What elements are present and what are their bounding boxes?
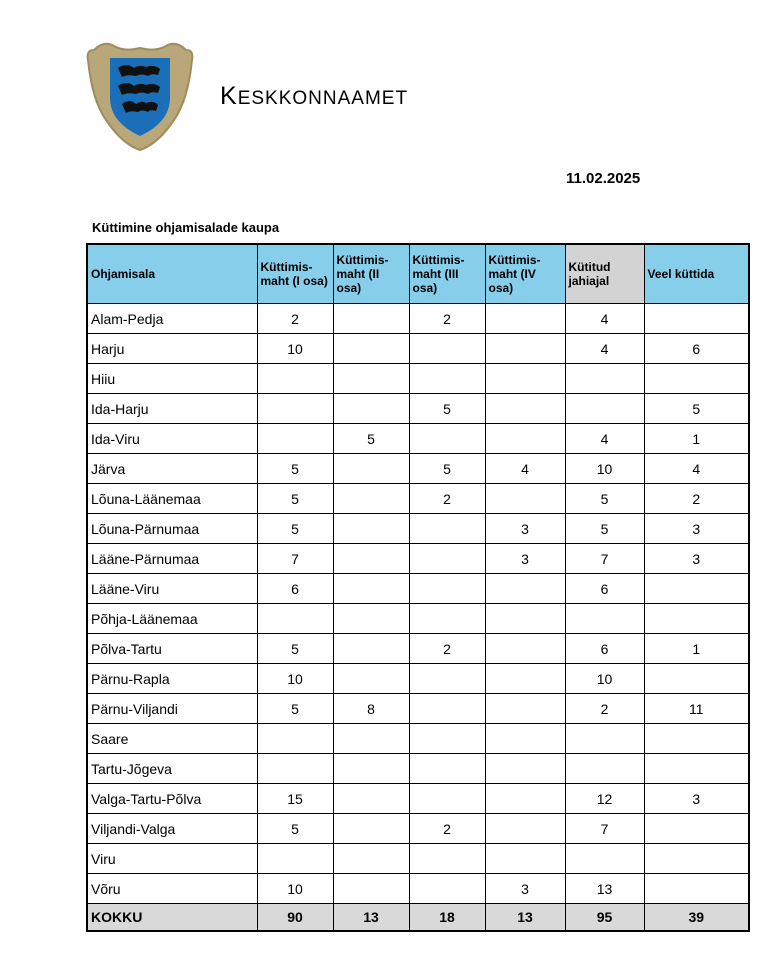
table-row bbox=[87, 664, 749, 694]
table-cell-hunted: 7 bbox=[565, 814, 644, 844]
table-cell-part-4 bbox=[485, 394, 565, 424]
table-cell-part-3 bbox=[409, 664, 485, 694]
total-cell-hunted: 95 bbox=[565, 904, 644, 932]
table-cell-area: Lõuna-Pärnumaa bbox=[87, 514, 257, 544]
table-cell-part-1: 7 bbox=[257, 544, 333, 574]
column-header-hunted: Kütitud jahiajal bbox=[565, 244, 644, 304]
total-cell-area: KOKKU bbox=[87, 904, 257, 932]
table-cell-area: Lõuna-Läänemaa bbox=[87, 484, 257, 514]
table-cell-remaining bbox=[644, 364, 749, 394]
table-cell-hunted: 10 bbox=[565, 664, 644, 694]
table-cell-part-2 bbox=[333, 394, 409, 424]
table-cell-part-2 bbox=[333, 634, 409, 664]
table-cell-part-2: 8 bbox=[333, 694, 409, 724]
table-cell-part-4 bbox=[485, 364, 565, 394]
table-cell-part-1: 10 bbox=[257, 334, 333, 364]
table-cell-part-2 bbox=[333, 844, 409, 874]
table-cell-hunted: 12 bbox=[565, 784, 644, 814]
table-cell-area: Valga-Tartu-Põlva bbox=[87, 784, 257, 814]
table-cell-area: Hiiu bbox=[87, 364, 257, 394]
table-cell-part-4 bbox=[485, 694, 565, 724]
table-cell-remaining bbox=[644, 604, 749, 634]
table-cell-part-3 bbox=[409, 724, 485, 754]
column-header-quota-part-2: Küttimis-maht (II osa) bbox=[333, 244, 409, 304]
table-cell-area: Viljandi-Valga bbox=[87, 814, 257, 844]
table-cell-part-3: 2 bbox=[409, 304, 485, 334]
table-cell-part-2 bbox=[333, 604, 409, 634]
table-cell-part-1: 5 bbox=[257, 454, 333, 484]
table-cell-part-3 bbox=[409, 424, 485, 454]
table-cell-hunted bbox=[565, 754, 644, 784]
table-cell-part-1: 5 bbox=[257, 814, 333, 844]
table-cell-part-3: 5 bbox=[409, 394, 485, 424]
table-cell-remaining: 6 bbox=[644, 334, 749, 364]
table-cell-part-2 bbox=[333, 334, 409, 364]
table-cell-part-2 bbox=[333, 484, 409, 514]
table-cell-hunted bbox=[565, 604, 644, 634]
document-subtitle: Küttimine ohjamisalade kaupa bbox=[92, 220, 280, 235]
table-cell-hunted: 5 bbox=[565, 514, 644, 544]
table-cell-part-3: 2 bbox=[409, 634, 485, 664]
table-cell-part-4 bbox=[485, 304, 565, 334]
table-cell-part-3 bbox=[409, 874, 485, 904]
table-cell-part-4 bbox=[485, 814, 565, 844]
table-cell-part-2 bbox=[333, 664, 409, 694]
table-cell-area: Pärnu-Viljandi bbox=[87, 694, 257, 724]
table-cell-part-2 bbox=[333, 754, 409, 784]
table-cell-part-3 bbox=[409, 514, 485, 544]
table-cell-part-4 bbox=[485, 424, 565, 454]
table-cell-part-3 bbox=[409, 844, 485, 874]
table-row bbox=[87, 304, 749, 334]
table-cell-remaining: 11 bbox=[644, 694, 749, 724]
table-row bbox=[87, 814, 749, 844]
table-row bbox=[87, 514, 749, 544]
table-cell-part-2 bbox=[333, 454, 409, 484]
table-cell-area: Põlva-Tartu bbox=[87, 634, 257, 664]
table-cell-part-2 bbox=[333, 814, 409, 844]
table-cell-remaining bbox=[644, 754, 749, 784]
table-cell-remaining bbox=[644, 844, 749, 874]
table-cell-hunted: 4 bbox=[565, 424, 644, 454]
table-row bbox=[87, 574, 749, 604]
table-cell-hunted bbox=[565, 844, 644, 874]
table-cell-part-3: 2 bbox=[409, 484, 485, 514]
table-cell-area: Saare bbox=[87, 724, 257, 754]
table-cell-area: Põhja-Läänemaa bbox=[87, 604, 257, 634]
table-cell-part-3 bbox=[409, 694, 485, 724]
table-total-row bbox=[87, 904, 749, 932]
table-cell-hunted: 4 bbox=[565, 334, 644, 364]
table-cell-part-3: 2 bbox=[409, 814, 485, 844]
table-row bbox=[87, 394, 749, 424]
table-cell-remaining bbox=[644, 664, 749, 694]
table-cell-part-1: 5 bbox=[257, 694, 333, 724]
total-cell-part-4: 13 bbox=[485, 904, 565, 932]
table-cell-area: Lääne-Pärnumaa bbox=[87, 544, 257, 574]
hunting-quota-table bbox=[86, 243, 750, 932]
table-cell-part-1: 6 bbox=[257, 574, 333, 604]
table-cell-area: Alam-Pedja bbox=[87, 304, 257, 334]
table-cell-hunted: 4 bbox=[565, 304, 644, 334]
table-cell-part-4: 3 bbox=[485, 544, 565, 574]
table-cell-area: Pärnu-Rapla bbox=[87, 664, 257, 694]
table-cell-area: Viru bbox=[87, 844, 257, 874]
table-row bbox=[87, 634, 749, 664]
column-header-management-area: Ohjamisala bbox=[87, 244, 257, 304]
total-cell-part-1: 90 bbox=[257, 904, 333, 932]
table-cell-part-1: 5 bbox=[257, 514, 333, 544]
table-header-row bbox=[87, 244, 749, 304]
column-header-quota-part-3: Küttimis-maht (III osa) bbox=[409, 244, 485, 304]
table-row bbox=[87, 604, 749, 634]
table-cell-part-2 bbox=[333, 364, 409, 394]
table-cell-area: Võru bbox=[87, 874, 257, 904]
table-cell-part-4 bbox=[485, 664, 565, 694]
table-cell-part-2 bbox=[333, 724, 409, 754]
table-cell-hunted: 13 bbox=[565, 874, 644, 904]
table-cell-remaining: 1 bbox=[644, 634, 749, 664]
column-header-quota-part-4: Küttimis-maht (IV osa) bbox=[485, 244, 565, 304]
table-cell-part-1: 10 bbox=[257, 874, 333, 904]
table-cell-remaining bbox=[644, 724, 749, 754]
table-cell-part-1 bbox=[257, 844, 333, 874]
table-cell-part-1 bbox=[257, 394, 333, 424]
table-cell-remaining: 5 bbox=[644, 394, 749, 424]
table-cell-part-4 bbox=[485, 484, 565, 514]
table-cell-remaining bbox=[644, 814, 749, 844]
table-cell-part-4 bbox=[485, 784, 565, 814]
table-cell-part-1: 5 bbox=[257, 634, 333, 664]
table-cell-part-2 bbox=[333, 874, 409, 904]
table-row bbox=[87, 544, 749, 574]
total-cell-part-3: 18 bbox=[409, 904, 485, 932]
table-cell-part-2 bbox=[333, 784, 409, 814]
table-cell-part-4 bbox=[485, 754, 565, 784]
table-cell-hunted bbox=[565, 724, 644, 754]
table-row bbox=[87, 754, 749, 784]
table-row bbox=[87, 784, 749, 814]
table-cell-part-1 bbox=[257, 424, 333, 454]
table-cell-part-3 bbox=[409, 784, 485, 814]
table-row bbox=[87, 724, 749, 754]
table-cell-hunted: 2 bbox=[565, 694, 644, 724]
table-cell-remaining: 3 bbox=[644, 514, 749, 544]
table-cell-hunted: 7 bbox=[565, 544, 644, 574]
table-cell-part-4 bbox=[485, 724, 565, 754]
table-cell-part-1 bbox=[257, 724, 333, 754]
table-cell-part-1: 10 bbox=[257, 664, 333, 694]
table-cell-part-2 bbox=[333, 544, 409, 574]
column-header-quota-part-1: Küttimis-maht (I osa) bbox=[257, 244, 333, 304]
table-cell-part-3 bbox=[409, 604, 485, 634]
total-cell-part-2: 13 bbox=[333, 904, 409, 932]
column-header-remaining: Veel küttida bbox=[644, 244, 749, 304]
table-cell-hunted: 10 bbox=[565, 454, 644, 484]
table-cell-part-4: 3 bbox=[485, 514, 565, 544]
table-cell-part-4: 3 bbox=[485, 874, 565, 904]
table-row bbox=[87, 364, 749, 394]
table-row bbox=[87, 334, 749, 364]
table-cell-hunted: 6 bbox=[565, 634, 644, 664]
table-cell-part-3: 5 bbox=[409, 454, 485, 484]
table-cell-hunted: 5 bbox=[565, 484, 644, 514]
table-cell-part-1: 2 bbox=[257, 304, 333, 334]
estonian-coat-of-arms-logo bbox=[86, 40, 194, 152]
table-cell-hunted bbox=[565, 364, 644, 394]
table-cell-area: Ida-Viru bbox=[87, 424, 257, 454]
table-cell-hunted: 6 bbox=[565, 574, 644, 604]
table-cell-part-3 bbox=[409, 544, 485, 574]
table-cell-part-4 bbox=[485, 844, 565, 874]
table-cell-remaining bbox=[644, 304, 749, 334]
table-cell-part-4 bbox=[485, 634, 565, 664]
table-cell-part-2 bbox=[333, 574, 409, 604]
table-cell-hunted bbox=[565, 394, 644, 424]
table-cell-part-2 bbox=[333, 514, 409, 544]
table-cell-part-2 bbox=[333, 304, 409, 334]
table-row bbox=[87, 874, 749, 904]
table-cell-area: Lääne-Viru bbox=[87, 574, 257, 604]
table-cell-part-4 bbox=[485, 604, 565, 634]
organization-name: KESKKONNAAMET bbox=[220, 82, 409, 110]
table-cell-part-3 bbox=[409, 364, 485, 394]
table-cell-remaining bbox=[644, 874, 749, 904]
table-cell-area: Ida-Harju bbox=[87, 394, 257, 424]
table-row bbox=[87, 844, 749, 874]
table-row bbox=[87, 454, 749, 484]
table-row bbox=[87, 424, 749, 454]
table-cell-remaining: 4 bbox=[644, 454, 749, 484]
table-cell-part-4: 4 bbox=[485, 454, 565, 484]
table-cell-part-4 bbox=[485, 334, 565, 364]
table-cell-part-1 bbox=[257, 754, 333, 784]
table-row bbox=[87, 484, 749, 514]
table-cell-part-1 bbox=[257, 604, 333, 634]
table-cell-part-2: 5 bbox=[333, 424, 409, 454]
table-cell-part-1: 5 bbox=[257, 484, 333, 514]
total-cell-remaining: 39 bbox=[644, 904, 749, 932]
table-cell-area: Tartu-Jõgeva bbox=[87, 754, 257, 784]
table-cell-area: Harju bbox=[87, 334, 257, 364]
table-cell-part-1 bbox=[257, 364, 333, 394]
table-cell-part-3 bbox=[409, 574, 485, 604]
table-cell-part-4 bbox=[485, 574, 565, 604]
table-cell-part-1: 15 bbox=[257, 784, 333, 814]
table-cell-remaining bbox=[644, 574, 749, 604]
table-cell-remaining: 3 bbox=[644, 784, 749, 814]
table-cell-remaining: 1 bbox=[644, 424, 749, 454]
table-cell-remaining: 3 bbox=[644, 544, 749, 574]
table-cell-area: Järva bbox=[87, 454, 257, 484]
table-row bbox=[87, 694, 749, 724]
table-cell-part-3 bbox=[409, 754, 485, 784]
document-date: 11.02.2025 bbox=[566, 170, 641, 187]
table-cell-remaining: 2 bbox=[644, 484, 749, 514]
table-cell-part-3 bbox=[409, 334, 485, 364]
